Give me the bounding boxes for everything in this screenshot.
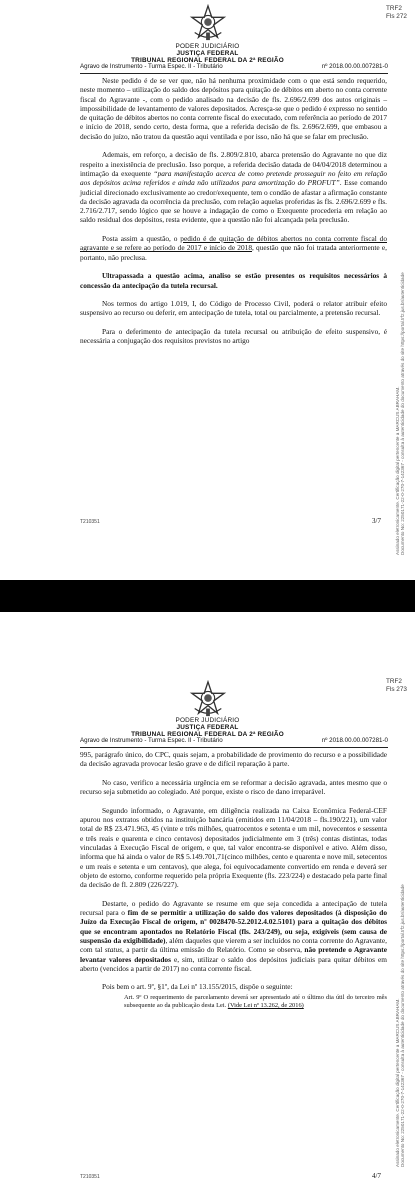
text-run: , além daqueles que vierem a ser incluídos no conta corrente do Agravante, com tal <box>80 935 388 955</box>
trf2-label: TRF2 <box>386 5 402 12</box>
footer-code: T210351 <box>80 1174 100 1180</box>
quote-text: Art. 9º O requerimento de parcelamento deverá ser apresentado até o último dia útil do terceiro mês subsequente ao da publicação desta Lei. <box>124 994 387 1010</box>
folio-label: Fls 273 <box>386 686 407 693</box>
case-meta-row <box>80 62 388 72</box>
case-type: Agravo de Instrumento - Turma Espec. II - Tributário <box>80 737 223 744</box>
text-run: Destarte, o pedido do Agravante se resume em que seja concedida a antecipação de tutela recursal para o <box>80 898 387 918</box>
paragraph: 995, parágrafo único, do CPC, quais sejam, a probabilidade de provimento do recurso e a possibilidade da decisão agravada provocar lesão grave e de difícil reparação à parte. <box>80 750 387 769</box>
header-poder-judiciario: PODER JUDICIÁRIO <box>175 717 240 724</box>
header-poder-judiciario: PODER JUDICIÁRIO <box>175 43 240 50</box>
text-run: , questão que não foi tratada anteriormente e, portanto, não preclusa. <box>80 243 387 262</box>
paragraph: Para o deferimento de antecipação da tutela recursal ou atribuição de efeito suspensivo, é necessária a conjugação dos requisitos previstos no artigo <box>80 327 387 346</box>
header-rule <box>80 73 388 74</box>
bold-text: não pretende o Agravante levantar valores depositados <box>80 945 387 964</box>
signature-line: Assinado eletronicamente. Certificação digital pertencente a MARCUS ABRAHAM. <box>395 386 400 555</box>
header-justica-federal: JUSTIÇA FEDERAL <box>176 724 239 731</box>
paragraph <box>80 234 387 262</box>
paragraph: Pois bem o art. 9º, §1º, da Lei nº 13.155/2015, dispõe o seguinte: <box>102 982 293 992</box>
law-quote <box>80 994 387 1010</box>
folio-label: Fls 272 <box>386 13 407 20</box>
text-run: Ademais, em reforço, a decisão de fls. 2.809/2.810, abarca pretensão do Agravante no que diz respeito a inexistência de preclusão. Isso porque, a referida decisão datada de 04/04/2018 determinou a intimação da exequente <box>80 150 387 178</box>
bold-text: Ultrapassada a questão acima, analiso se estão presentes os requisitos necessários à concessão da antecipação da tutela recursal. <box>80 271 387 290</box>
paragraph: No caso, verifico a necessária urgência em se reformar a decisão agravada, antes mesmo que o recurso seja submetido ao colegiado. Até porque, existe o risco de dano irreparável. <box>80 777 387 797</box>
signature-vertical-text <box>395 884 406 1167</box>
authenticity-line: Documento No: 2250171-22-0-270-7-142367 - consulta à autenticidade do documento através do site https://portal.trf2.jus.br/autenticidade <box>400 272 406 555</box>
document-page-3 <box>0 0 415 580</box>
paragraph: Nos termos do artigo 1.019, I, do Código de Processo Civil, poderá o relator atribuir efeito suspensivo ao recurso ou deferir, em antecipação de tutela, total ou parcialmente, a pretensão recursal. <box>80 299 387 318</box>
header-justica-federal: JUSTIÇA FEDERAL <box>176 50 239 57</box>
authenticity-line: Documento No: 2250171-22-0-270-7-142367 - consulta à autenticidade do documento através do site https://portal.trf2.jus.br/autenticidade <box>400 884 406 1167</box>
footer-code: T210351 <box>80 519 100 525</box>
law-reference-link[interactable]: (Vide Lei nº 13.262, de 2016) <box>227 1002 304 1010</box>
paragraph-bold <box>80 271 387 290</box>
italic-text: status <box>104 945 122 955</box>
paragraph: Neste pedido é de se ver que, não há nenhuma proximidade com o que está sendo requerido, neste momento – utilização do saldo dos depósitos para quitação de débitos em aberto no conta corrente fiscal do Agravante -, com o pedido analisado na decisão de fls. 2.696/2.699 dos autos originais – impossibilidade de levantamento de valores depositados. Acresça-se que o pedido é expresso no sentido de quitação de débitos abertos no conta corrente fiscal do executado, com referência ao período de 2017 e início de 2018, sendo certo, desta forma, que a referida decisão de fls. 2.696/2.699, que embasou a decisão do juízo, não tratou da questão aqui ventilada e por isso, não há que se falar em preclusão. <box>80 76 387 141</box>
document-page-4 <box>0 612 415 1200</box>
header-tribunal: TRIBUNAL REGIONAL FEDERAL DA 2ª REGIÃO <box>131 57 284 64</box>
text-run: , a partir da última emissão do Relatório. Como se observa, <box>122 945 305 955</box>
brasao-republica-emblem <box>189 4 227 42</box>
text-run: e, sim, utilizar o saldo dos depósitos judiciais para quitar débitos em aberto (vencidos a partir de 2017) no conta corrente fiscal. <box>80 954 387 973</box>
page-number: 3/7 <box>372 517 381 525</box>
italic-quote: “para manifestação acerca de como pretende prosseguir no feito em relação aos depósitos acima referidos e ainda não utilizados para amortização do PROFUT” <box>80 168 387 188</box>
document-body <box>80 76 387 355</box>
paragraph: Segundo informado, o Agravante, em diligência realizada na Caixa Econômica Federal-CEF apurou nos extratos obtidos na instituição bancária (emitidos em 11/04/2018 – fls.190/221), um valor total de R$ 23.471.963, 45 (vinte e três milhões, quatrocentos e setenta e um mil, novecentos e sessenta e três reais e quarenta e cinco centavos) depositados judicialmente em 3 (três) contas distintas, todas vinculadas à Execução Fiscal de origem, e que, tal valor encontra-se disponível e ativo. Além disso, informa que há ainda o valor de R$ 5.149.701,71(cinco milhões, cento e quarenta e nove mil, setecentos e um reais e setenta e um centavos), que alega, foi equivocadamente convertido em renda e deverá ser objeto de estorno, conforme requerido pela própria Exequente (fls. 223/224) e destacado pela parte final da decisão de fl. 2.809 (226/227). <box>80 805 387 890</box>
document-body <box>80 750 387 1010</box>
paragraph <box>80 899 387 973</box>
case-number: nº 2018.00.00.007281-0 <box>321 737 388 744</box>
paragraph <box>80 150 387 224</box>
text-run: Posta assim a questão, o <box>102 234 181 244</box>
signature-line: Assinado eletronicamente. Certificação digital pertencente a MARCUS ABRAHAM. <box>395 998 400 1167</box>
bold-text: fim de se permitir a utilização do saldo dos valores depositados (à disposição do Juízo da Execução Fiscal de origem, nº 0028470-52.2012.4.02.5101) para a quitação dos débitos que se encontram apontados no Relatório Fiscal (fls. 243/249), ou seja, exigíveis (sem causa de suspensão da exigibilidade) <box>80 908 387 945</box>
case-type: Agravo de Instrumento - Turma Espec. II - Tributário <box>80 63 223 70</box>
case-number: nº 2018.00.00.007281-0 <box>321 63 388 70</box>
header-tribunal: TRIBUNAL REGIONAL FEDERAL DA 2ª REGIÃO <box>131 731 284 738</box>
case-meta-row <box>80 736 388 746</box>
text-run: . Esse comando judicial direcionado exclusivamente ao credor/exequente, tem o condão de afastar a afirmação constante da decisão agravada da ocorrência da preclusão, com relação aquelas proferidas às fls. 2.696/2.699 e fls. 2.716/2.717, sendo lógico que se houve a indagação de como o Exequente procederia em relação ao saldo residual dos depósitos, resta evidente, que a questão não foi alcançada pela preclusão. <box>80 178 387 225</box>
underlined-text: pedido é de quitação de débitos abertos no conta corrente fiscal do agravante e se refere ao período de 2017 e início de 2018 <box>80 234 387 253</box>
header-rule <box>80 747 388 748</box>
page-separator <box>0 580 415 612</box>
signature-vertical-text <box>395 272 406 555</box>
trf2-label: TRF2 <box>386 678 402 685</box>
page-number: 4/7 <box>372 1172 381 1180</box>
brasao-republica-emblem <box>189 680 227 718</box>
